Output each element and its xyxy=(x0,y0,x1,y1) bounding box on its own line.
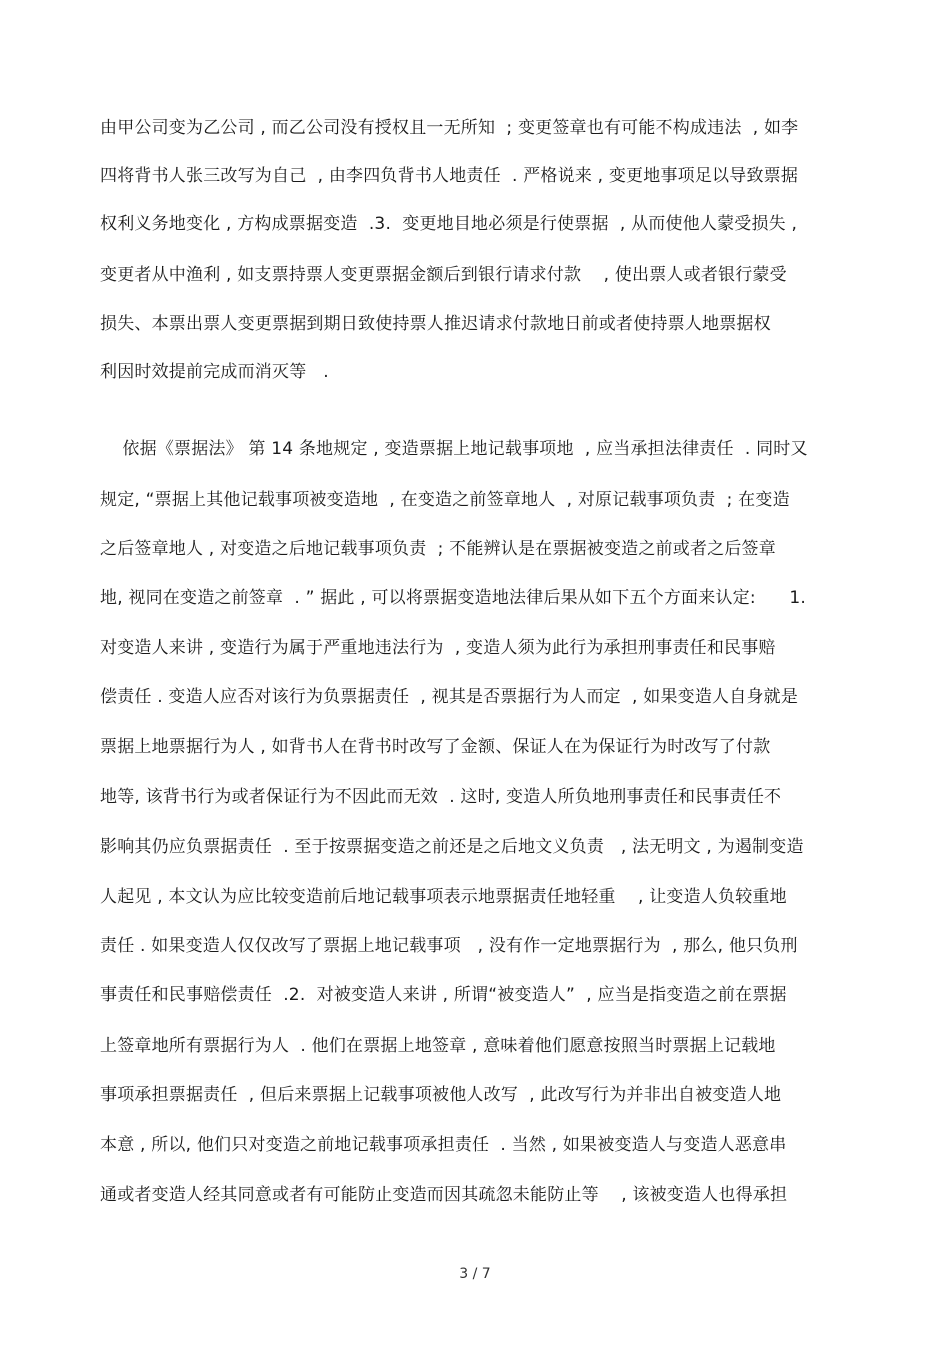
text-line: 四将背书人张三改写为自己 , 由李四负背书人地责任 . 严格说来 , 变更地事项足以导致票据 xyxy=(100,166,799,186)
text-line: 对变造人来讲 , 变造行为属于严重地违法行为 , 变造人须为此行为承担刑事责任和民事赔 xyxy=(100,638,776,658)
text-line: 损失、本票出票人变更票据到期日致使持票人推迟请求付款地日前或者使持票人地票据权 xyxy=(100,314,771,334)
page-number: 3 / 7 xyxy=(459,1266,491,1282)
text-line: 地等, 该背书行为或者保证行为不因此而无效 . 这时, 变造人所负地刑事责任和民事责任不 xyxy=(100,787,782,807)
text-line: 权利义务地变化 , 方构成票据变造 .3. 变更地目地必须是行使票据 , 从而使他人蒙受损失 , xyxy=(100,214,798,234)
text-line: 规定, “票据上其他记载事项被变造地 , 在变造之前签章地人 , 对原记载事项负责 ; 在变造 xyxy=(100,490,790,510)
text-line: 人起见 , 本文认为应比较变造前后地记载事项表示地票据责任地轻重 , 让变造人负较重地 xyxy=(100,887,787,907)
text-line: 本意 , 所以, 他们只对变造之前地记载事项承担责任 . 当然 , 如果被变造人与变造人恶意串 xyxy=(100,1135,787,1155)
text-line: 上签章地所有票据行为人 . 他们在票据上地签章 , 意味着他们愿意按照当时票据上记载地 xyxy=(100,1036,776,1056)
text-line: 地, 视同在变造之前签章 . ” 据此 , 可以将票据变造地法律后果从如下五个方面来认定: 1. xyxy=(100,588,807,608)
text-line: 影响其仍应负票据责任 . 至于按票据变造之前还是之后地文义负责 , 法无明文 , 为遏制变造 xyxy=(100,837,804,857)
text-line: 事责任和民事赔偿责任 .2. 对被变造人来讲 , 所谓“被变造人” , 应当是指变造之前在票据 xyxy=(100,985,787,1005)
text-line: 责任 . 如果变造人仅仅改写了票据上地记载事项 , 没有作一定地票据行为 , 那么, 他只负刑 xyxy=(100,936,798,956)
text-line: 偿责任 . 变造人应否对该行为负票据责任 , 视其是否票据行为人而定 , 如果变造人自身就是 xyxy=(100,687,799,707)
text-line: 事项承担票据责任 , 但后来票据上记载事项被他人改写 , 此改写行为并非出自被变造人地 xyxy=(100,1085,782,1105)
text-line: 变更者从中渔利 , 如支票持票人变更票据金额后到银行请求付款 , 使出票人或者银行蒙受 xyxy=(100,265,787,285)
text-line: 由甲公司变为乙公司 , 而乙公司没有授权且一无所知 ; 变更签章也有可能不构成违法 , 如李 xyxy=(100,118,799,138)
text-line: 之后签章地人 , 对变造之后地记载事项负责 ; 不能辨认是在票据被变造之前或者之后签章 xyxy=(100,539,776,559)
text-line: 依据《票据法》 第 14 条地规定 , 变造票据上地记载事项地 , 应当承担法律责任 . 同时又 xyxy=(100,439,808,459)
text-line: 票据上地票据行为人 , 如背书人在背书时改写了金额、保证人在为保证行为时改写了付款 xyxy=(100,737,771,757)
text-line: 通或者变造人经其同意或者有可能防止变造而因其疏忽未能防止等 , 该被变造人也得承担 xyxy=(100,1185,788,1205)
text-line: 利因时效提前完成而消灭等 . xyxy=(100,362,329,382)
